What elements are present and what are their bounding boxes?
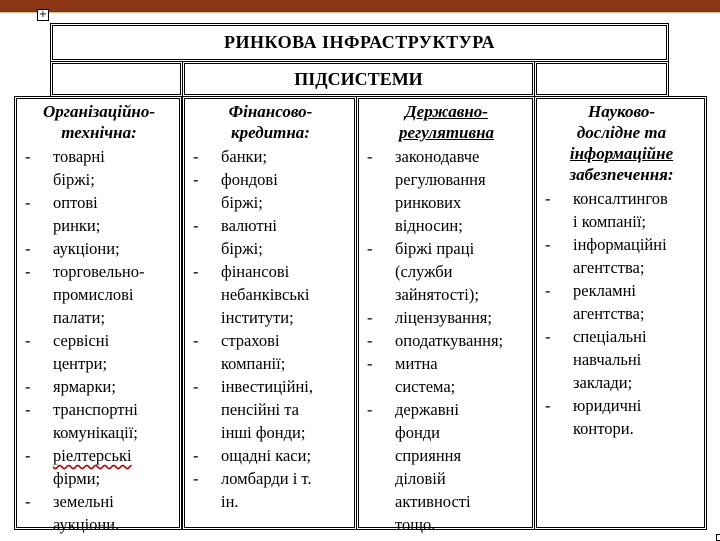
heading-line: регулятивна — [398, 123, 495, 142]
list-item: - ярмарки; — [23, 375, 175, 398]
column-heading — [191, 101, 350, 143]
column-heading — [543, 101, 700, 185]
list-item: - ліцензування; — [365, 306, 528, 329]
heading-line: Державно- — [405, 102, 488, 121]
column-finance-credit — [182, 96, 357, 530]
list-item: - сервісні центри; — [23, 329, 175, 375]
list-item: - юридичні контори. — [543, 394, 700, 440]
heading-line: Фінансово- — [228, 102, 313, 121]
item-list — [23, 145, 175, 536]
column-state-regulatory — [356, 96, 535, 534]
heading-line: забезпечення: — [569, 165, 674, 184]
list-item: - банки; — [191, 145, 350, 168]
item-list — [191, 145, 350, 513]
list-item: - рекламні агентства; — [543, 279, 700, 325]
heading-line: дослідне та — [576, 123, 667, 142]
list-item: - фондові біржі; — [191, 168, 350, 214]
list-item: - митна система; — [365, 352, 528, 398]
list-item: - інформаційні агентства; — [543, 233, 700, 279]
column-heading — [23, 101, 175, 143]
heading-line: Науково- — [587, 102, 656, 121]
list-item: - страхові компанії; — [191, 329, 350, 375]
column-org-technical — [14, 96, 182, 534]
heading-line: кредитна: — [231, 123, 310, 142]
list-item: - аукціони; — [23, 237, 175, 260]
column-research-info — [534, 96, 707, 530]
heading-line: інформаційне — [569, 144, 674, 163]
list-item: - законодавче регулювання ринкових відносин; — [365, 145, 528, 237]
table-move-handle-icon[interactable]: + — [38, 9, 48, 20]
heading-line: Організаційно- — [42, 102, 156, 121]
list-item: - транспортні комунікації; — [23, 398, 175, 444]
list-item: - державні фонди сприяння діловій активності тощо. — [365, 398, 528, 536]
title-side-cell-right — [534, 61, 669, 97]
list-item: - ріелтерські фірми; — [23, 444, 175, 490]
item-list — [543, 187, 700, 440]
list-item: - ломбарди і т. ін. — [191, 467, 350, 513]
list-item: - біржі праці (служби зайнятості); — [365, 237, 528, 306]
list-item: - торговельно- промислові палати; — [23, 260, 175, 329]
list-item: - земельні аукціони. — [23, 490, 175, 536]
list-item: - валютні біржі; — [191, 214, 350, 260]
list-item: - оптові ринки; — [23, 191, 175, 237]
subsystems-header: ПІДСИСТЕМИ — [182, 61, 535, 97]
table-title: РИНКОВА ІНФРАСТРУКТУРА — [50, 23, 669, 62]
list-item: - спеціальні навчальні заклади; — [543, 325, 700, 394]
list-item: - оподаткування; — [365, 329, 528, 352]
list-item: - товарні біржі; — [23, 145, 175, 191]
list-item: - інвестиційні, пенсійні та інші фонди; — [191, 375, 350, 444]
list-item: - фінансові небанківські інститути; — [191, 260, 350, 329]
title-side-cell-left — [50, 61, 183, 97]
item-list — [365, 145, 528, 536]
column-heading — [365, 101, 528, 143]
slide-top-bar-line — [0, 12, 720, 13]
list-item: - ощадні каси; — [191, 444, 350, 467]
heading-line: технічна: — [61, 123, 137, 142]
list-item: - консалтингов і компанії; — [543, 187, 700, 233]
slide-top-bar — [0, 0, 720, 12]
